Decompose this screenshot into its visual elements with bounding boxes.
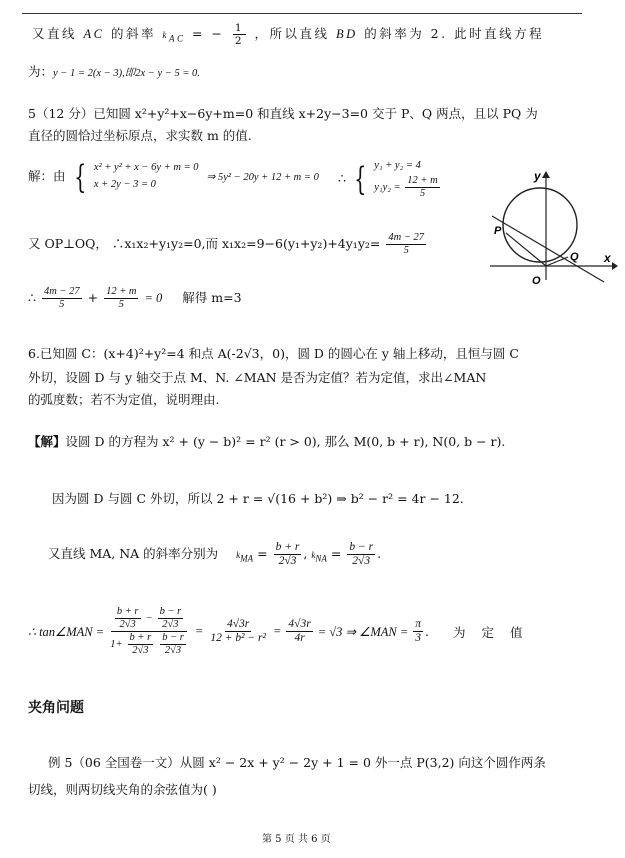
solution-5-orthogonal: 又 OP⊥OQ， ∴x₁x₂+y₁y₂=0,而 x₁x₂=9−6(y₁+y₂)+4y₁y₂= $\frac{4m - 27}{5}$ — [28, 232, 425, 257]
label-o: O — [532, 275, 541, 287]
text-line-slope: 又直线 AC 的斜率 $k_{AC}$ = − $\frac{1}{2}$ ，所以直线 BD 的斜率为 2. 此时直线方程 — [32, 22, 545, 48]
x-axis-arrow-icon — [612, 262, 618, 270]
solution-5-result: ∴ $\frac{4m - 27}{5}$ + $\frac{12 + m}{5}$ = 0 解得 m=3 — [28, 286, 242, 311]
solution-6-setup: 【解】设圆 D 的方程为 x² + (y − b)² = r² (r > 0), 那么 M(0, b + r), N(0, b − r). — [28, 434, 506, 449]
problem-5-line-2: 直径的圆恰过坐标原点，求实数 m 的值. — [28, 128, 252, 143]
solution-5-roots: ∴ { y₁ + y₂ = 4 y₁y₂ = $\frac{12 + m}{5}$ — [338, 159, 438, 199]
solution-6-tangent: 因为圆 D 与圆 C 外切，所以 2 + r = √(16 + b²) ⇒ b² − r² = 4r − 12. — [52, 491, 464, 506]
problem-6-line-3: 的弧度数；若不为定值，说明理由. — [28, 392, 220, 407]
solution-6-tan-formula: ∴ tan∠MAN = $\frac{b + r}{2√3}$ − $\frac{b - r}{2√3}$ 1+ $\frac{b + r}{2√3}$ $\frac{b - r}{2√3}$ = $\frac{4√3r}{\text{12 + b² − r²}}$ = $\frac{4√3r}{4r}$ = √3 ⇒ ∠MAN = $\frac{\pi}{3}$ . 为 定 值 — [28, 606, 529, 657]
solution-5-system: 解：由 { x² + y² + x − 6y + m = 0 x + 2y − 3 = 0 ⇒ 5y² − 20y + 12 + m = 0 — [28, 157, 319, 196]
label-y: y — [534, 170, 541, 183]
example-5-line-1: 例 5（06 全国卷一文）从圆 x² − 2x + y² − 2y + 1 = 0 外一点 P(3,2) 向这个圆作两条 — [48, 755, 546, 770]
circle-diagram — [484, 170, 619, 290]
circle — [503, 188, 577, 262]
y-axis-arrow-icon — [542, 171, 550, 178]
header-rule — [22, 13, 582, 14]
line-pq — [492, 216, 604, 282]
example-5-line-2: 切线，则两切线夹角的余弦值为( ) — [28, 782, 217, 797]
label-q: Q — [570, 251, 579, 263]
label-x: x — [604, 251, 611, 265]
problem-5-line-1: 5（12 分）已知圆 x²+y²+x−6y+m=0 和直线 x+2y−3=0 交于 P、Q 两点，且以 PQ 为 — [28, 106, 538, 121]
problem-6-line-1: 6.已知圆 C：(x+4)²+y²=4 和点 A(-2√3，0)，圆 D 的圆心在 y 轴上移动，且恒与圆 C — [28, 346, 519, 361]
problem-6-line-2: 外切，设圆 D 与 y 轴交于点 M、N. ∠MAN 是否为定值？若为定值，求出∠MAN — [28, 370, 487, 385]
section-heading: 夹角问题 — [28, 700, 84, 716]
page-footer: 第 5 页 共 6 页 — [262, 834, 331, 845]
solution-6-slopes: 又直线 MA, NA 的斜率分别为 $k_{MA}$ = $\frac{b + r}{2√3}$ , $k_{NA}$ = $\frac{b - r}{2√3}$ . — [48, 541, 382, 568]
label-p: P — [494, 225, 502, 237]
text-line-equation: 为：y − 1 = 2(x − 3),即2x − y − 5 = 0. — [28, 64, 200, 79]
